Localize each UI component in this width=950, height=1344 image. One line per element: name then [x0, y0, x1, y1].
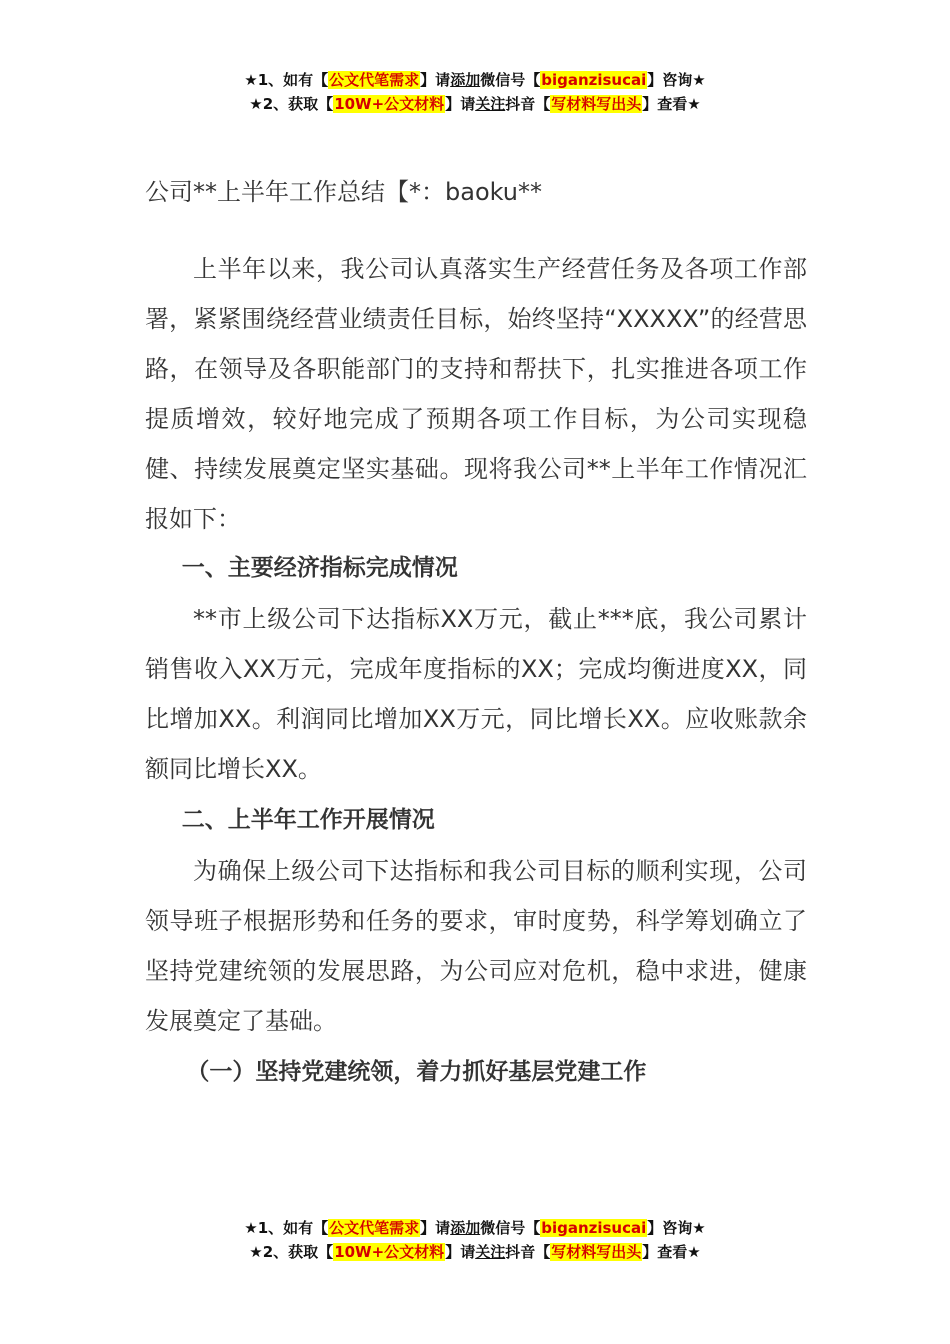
banner-highlight: 10W+公文材料	[334, 1243, 445, 1261]
banner-underline: 关注	[475, 95, 506, 113]
section2-heading: 二、上半年工作开展情况	[181, 807, 435, 833]
document-title: 公司**上半年工作总结【*：baoku**	[145, 178, 542, 206]
section1-paragraph: **市上级公司下达指标XX万元，截止***底，我公司累计销售收入XX万元，完成年度指标的XX；完成均衡进度XX，同比增加XX。利润同比增加XX万元，同比增长XX。应收账款余额同比增长XX。	[145, 605, 807, 783]
footer-banner	[0, 1216, 950, 1264]
banner-highlight: 10W+公文材料	[334, 95, 445, 113]
banner-text: ★2、获取【	[249, 95, 334, 113]
banner-highlight: biganzisucai	[541, 1219, 647, 1237]
banner-text: 微信号【	[480, 71, 541, 89]
banner-text: 】请	[445, 95, 476, 113]
banner-underline: 添加	[450, 71, 481, 89]
banner-text: 微信号【	[480, 1219, 541, 1237]
banner-text: 抖音【	[505, 1243, 551, 1261]
banner-text: 】查看★	[642, 1243, 701, 1261]
section1-heading: 一、主要经济指标完成情况	[181, 555, 458, 581]
section2-paragraph: 为确保上级公司下达指标和我公司目标的顺利实现，公司领导班子根据形势和任务的要求，审时度势，科学筹划确立了坚持党建统领的发展思路，为公司应对危机，稳中求进，健康发展奠定了基础。	[145, 857, 807, 1035]
intro-paragraph: 上半年以来，我公司认真落实生产经营任务及各项工作部署，紧紧围绕经营业绩责任目标，始终坚持“XXXXX”的经营思路，在领导及各职能部门的支持和帮扶下，扎实推进各项工作提质增效，较好地完成了预期各项工作目标，为公司实现稳健、持续发展奠定坚实基础。现将我公司**上半年工作情况汇报如下：	[145, 255, 807, 533]
banner-highlight: 写材料写出头	[551, 95, 642, 113]
banner-text: 】咨询★	[647, 1219, 706, 1237]
banner-highlight: 写材料写出头	[551, 1243, 642, 1261]
banner-text: 】查看★	[642, 95, 701, 113]
banner-text: ★2、获取【	[249, 1243, 334, 1261]
banner-line-2	[0, 92, 950, 116]
banner-underline: 关注	[475, 1243, 506, 1261]
banner-text: ★1、如有【	[244, 1219, 329, 1237]
banner-text: 】请	[420, 71, 451, 89]
banner-text: 】请	[445, 1243, 476, 1261]
header-banner	[0, 68, 950, 116]
banner-line-2	[0, 1240, 950, 1264]
banner-text: 】请	[420, 1219, 451, 1237]
banner-line-1	[0, 68, 950, 92]
banner-text: 】咨询★	[647, 71, 706, 89]
banner-underline: 添加	[450, 1219, 481, 1237]
banner-highlight: 公文代笔需求	[329, 1219, 420, 1237]
banner-line-1	[0, 1216, 950, 1240]
subsection1-heading: （一）坚持党建统领，着力抓好基层党建工作	[186, 1059, 647, 1085]
banner-highlight: biganzisucai	[541, 71, 647, 89]
banner-text: 抖音【	[505, 95, 551, 113]
banner-highlight: 公文代笔需求	[329, 71, 420, 89]
banner-text: ★1、如有【	[244, 71, 329, 89]
